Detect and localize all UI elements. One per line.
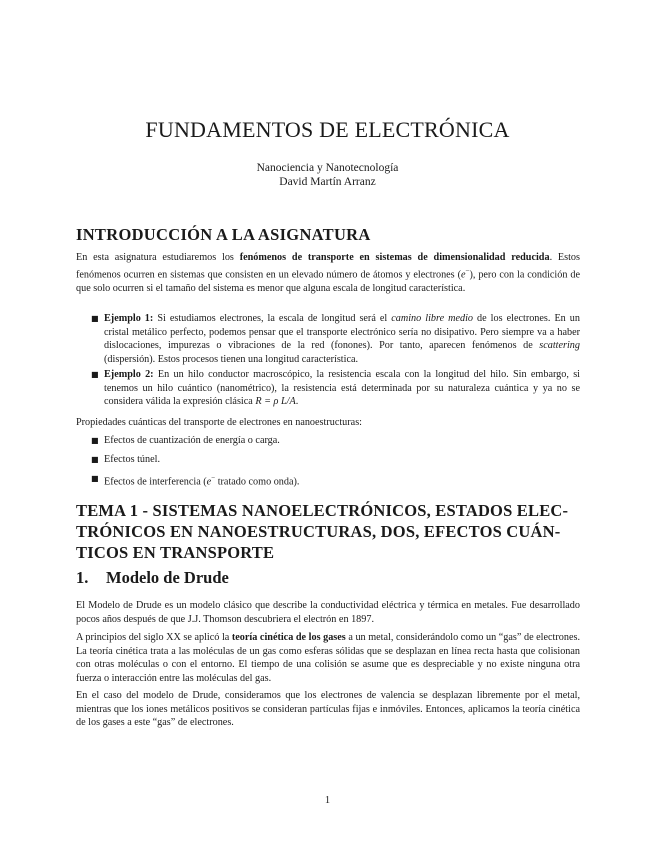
bullet-icon: ■ [91, 474, 99, 483]
example-1: Ejemplo 1: Si estudiamos electrones, la escala de longitud será el camino libre medio de los electrones. En un cristal metálico perfecto, podemos pensar que el transporte electrónico sería no disipativo. Pero siempre va a haber dislocaciones, impurezas o vibraciones de la red (fonones). Por tanto, aparecen fenómenos de scattering (dispersión). Estos procesos tienen una longitud característica. [104, 313, 580, 365]
document-title: FUNDAMENTOS DE ELECTRÓNICA [145, 117, 510, 142]
intro-heading: INTRODUCCIÓN A LA ASIGNATURA [76, 225, 371, 244]
bullet-icon: ■ [91, 314, 99, 323]
document-author: David Martín Arranz [279, 176, 376, 188]
list-item: Efectos de cuantización de energía o carga. [104, 435, 280, 446]
tema1-heading: TEMA 1 - SISTEMAS NANOELECTRÓNICOS, ESTADOS ELEC- TRÓNICOS EN NANOESTRUCTURAS, DOS, EFECTOS CUÁN- TICOS EN TRANSPORTE [76, 501, 569, 562]
section-heading-drude: 1. Modelo de Drude [76, 568, 229, 587]
resistance-formula: R = ρ L/A [255, 396, 296, 408]
properties-intro: Propiedades cuánticas del transporte de electrones en nanoestructuras: [76, 417, 362, 428]
drude-paragraph-1: El Modelo de Drude es un modelo clásico que describe la conductividad eléctrica y térmica en metales. Fue desarrollado pocos años después de que J.J. Thomson descubriera el electrón en 1897. [76, 600, 580, 625]
bullet-icon: ■ [91, 455, 99, 464]
document-subtitle: Nanociencia y Nanotecnología [256, 162, 399, 174]
bullet-icon: ■ [91, 370, 99, 379]
page-number: 1 [324, 795, 331, 806]
intro-paragraph: En esta asignatura estudiaremos los fenómenos de transporte en sistemas de dimensionalidad reducida. Estos fenómenos ocurren en sistemas que consisten en un elevado número de átomos y electrones (e−), pero con la condición de que solo ocurren si el tamaño del sistema es menor que alguna escala de longitud característica. [76, 252, 580, 294]
bullet-icon: ■ [91, 436, 99, 445]
list-item: Efectos túnel. [104, 454, 161, 465]
list-item: Efectos de interferencia (e− tratado como onda). [104, 474, 300, 488]
example-2: Ejemplo 2: En un hilo conductor macroscópico, la resistencia escala con la longitud del hilo. Sin embargo, si tenemos un hilo cuántico (nanométrico), la resistencia está determinada por su naturaleza cuántica y ya no se considera válida la expresión clásica R = ρ L/A. [104, 369, 580, 408]
drude-paragraph-2: A principios del siglo XX se aplicó la teoría cinética de los gases a un metal, considerándolo como un “gas” de electrones. La teoría cinética trata a las moléculas de un gas como esferas sólidas que se desplazan en línea recta hasta que colisionan con otras moléculas o con el entorno. El tiempo de una colisión se asume que es despreciable y no existe ninguna otra fuerza o interacción entre las moléculas del gas. [76, 632, 581, 684]
drude-paragraph-3: En el caso del modelo de Drude, consideramos que los electrones de valencia se desplazan libremente por el metal, mientras que los iones metálicos positivos se consideran partículas fijas e inmóviles. Entonces, aplicamos la teoría cinética de los gases a este “gas” de electrones. [76, 690, 580, 729]
intro-bold-phrase: fenómenos de transporte en sistemas de dimensionalidad reducida [239, 252, 550, 263]
